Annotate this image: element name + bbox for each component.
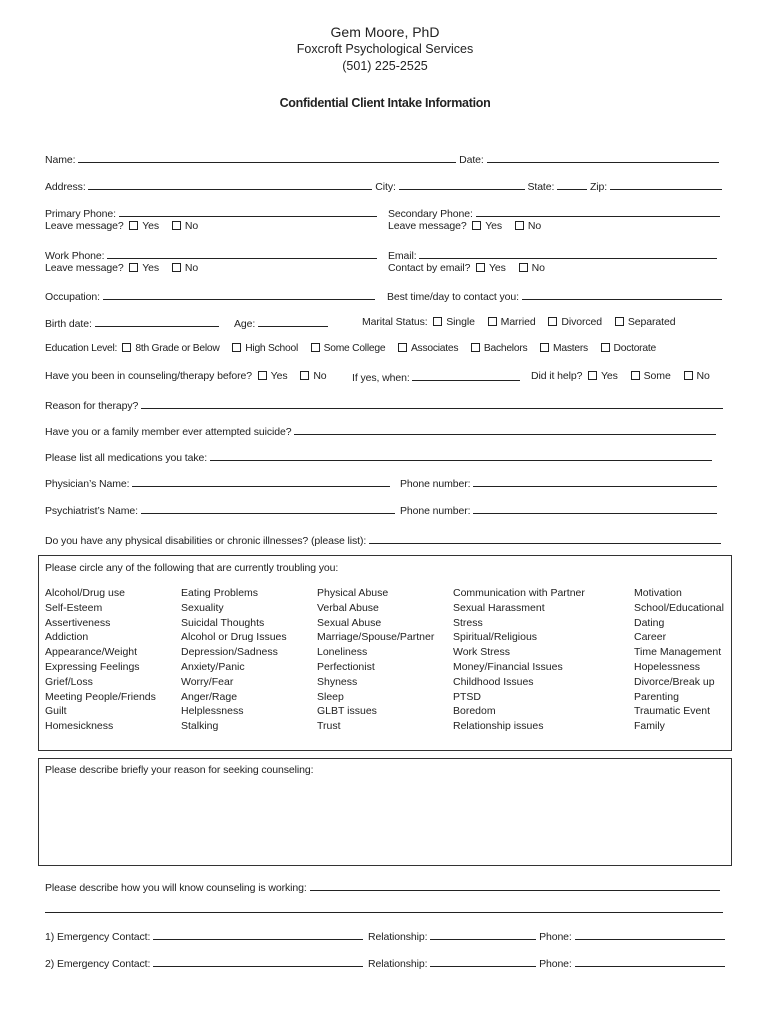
- best-time-field[interactable]: [522, 289, 722, 300]
- email-row: [388, 248, 717, 262]
- counseling-working-extra-line[interactable]: [45, 912, 723, 913]
- concern-item[interactable]: Sexual Harassment: [453, 601, 545, 614]
- emergency-contact-2-row: [45, 956, 363, 970]
- concern-item[interactable]: Anger/Rage: [181, 690, 238, 703]
- secondary-no-option[interactable]: No: [515, 220, 541, 232]
- concern-item[interactable]: Homesickness: [45, 720, 114, 733]
- state-label: State:: [527, 181, 555, 193]
- concern-item[interactable]: Dating: [634, 616, 665, 629]
- concern-item[interactable]: Sleep: [317, 690, 344, 703]
- marital-status-row: [362, 316, 685, 328]
- concerns-box: [38, 555, 732, 751]
- if-yes-when-label: If yes, when:: [352, 372, 410, 384]
- disabilities-label: Do you have any physical disabilities or chronic illnesses? (please list):: [45, 535, 367, 547]
- leave-message-label: Leave message?: [388, 220, 467, 232]
- primary-no-option[interactable]: No: [172, 220, 198, 232]
- concern-item[interactable]: Spiritual/Religious: [453, 631, 538, 644]
- concern-item[interactable]: Perfectionist: [317, 660, 375, 673]
- concerns-prompt: Please circle any of the following that are currently troubling you:: [45, 562, 339, 574]
- phone-label: Phone:: [539, 958, 572, 970]
- counseling-working-row: [45, 880, 720, 894]
- work-phone-field[interactable]: [107, 248, 377, 259]
- occupation-field[interactable]: [103, 289, 375, 300]
- psychiatrist-field[interactable]: [141, 503, 395, 514]
- name-label: Name:: [45, 154, 76, 166]
- concern-item[interactable]: Marriage/Spouse/Partner: [317, 631, 435, 644]
- concern-item[interactable]: School/Educational: [634, 601, 724, 614]
- concern-item[interactable]: Verbal Abuse: [317, 601, 379, 614]
- checkbox-icon: [172, 263, 181, 272]
- name-row: [45, 152, 719, 166]
- emergency-relationship-2-field[interactable]: [430, 956, 536, 967]
- marital-married-option[interactable]: Married: [488, 316, 536, 328]
- primary-yes-option[interactable]: Yes: [129, 220, 159, 232]
- concern-item[interactable]: Guilt: [45, 705, 67, 718]
- concern-item[interactable]: Shyness: [317, 675, 358, 688]
- counseling-no-option[interactable]: No: [300, 370, 326, 382]
- disabilities-row: [45, 533, 721, 547]
- birth-date-label: Birth date:: [45, 318, 92, 330]
- emergency-relationship-1-row: [368, 929, 725, 943]
- marital-separated-option[interactable]: Separated: [615, 316, 676, 328]
- marital-divorced-option[interactable]: Divorced: [548, 316, 602, 328]
- help-no-option[interactable]: No: [684, 370, 710, 382]
- birth-date-row: [45, 316, 219, 330]
- disabilities-field[interactable]: [369, 533, 721, 544]
- concerns-column-4: [453, 586, 585, 734]
- checkbox-icon: [122, 343, 131, 352]
- contact-email-row: [388, 262, 555, 274]
- concern-item[interactable]: Work Stress: [453, 646, 510, 659]
- address-label: Address:: [45, 181, 86, 193]
- concern-item[interactable]: Time Management: [634, 646, 722, 659]
- emergency-relationship-2-row: [368, 956, 725, 970]
- checkbox-icon: [172, 221, 181, 230]
- concern-item[interactable]: Money/Financial Issues: [453, 660, 563, 673]
- reason-therapy-row: [45, 398, 723, 412]
- checkbox-icon: [548, 317, 557, 326]
- concern-item[interactable]: Eating Problems: [181, 587, 259, 599]
- psychiatrist-phone-row: [400, 503, 717, 517]
- concern-item[interactable]: Helplessness: [181, 705, 244, 718]
- did-it-help-label: Did it help?: [531, 370, 583, 382]
- best-time-row: [387, 289, 722, 303]
- address-row: [45, 179, 722, 193]
- medications-row: [45, 450, 712, 464]
- counseling-before-label: Have you been in counseling/therapy before?: [45, 370, 253, 382]
- primary-phone-label: Primary Phone:: [45, 208, 116, 220]
- concerns-column-5: [634, 586, 724, 734]
- concern-item[interactable]: Depression/Sadness: [181, 646, 278, 659]
- secondary-phone-field[interactable]: [476, 206, 720, 217]
- concern-item[interactable]: Traumatic Event: [634, 705, 711, 718]
- checkbox-icon: [588, 371, 597, 380]
- city-label: City:: [375, 181, 396, 193]
- emergency-contact-label: 2) Emergency Contact:: [45, 958, 151, 970]
- work-phone-row: [45, 248, 377, 262]
- concern-item[interactable]: Physical Abuse: [317, 587, 389, 599]
- contact-by-email-label: Contact by email?: [388, 262, 471, 274]
- concern-item[interactable]: Motivation: [634, 587, 682, 599]
- concern-item[interactable]: Meeting People/Friends: [45, 690, 156, 703]
- zip-label: Zip:: [589, 181, 608, 193]
- phone-number-label: Phone number:: [400, 478, 471, 490]
- education-bachelors-option[interactable]: Bachelors: [471, 343, 528, 354]
- physician-phone-field[interactable]: [473, 476, 717, 487]
- practice-name: Foxcroft Psychological Services: [296, 42, 474, 56]
- primary-leave-message-row: [45, 220, 208, 232]
- checkbox-icon: [519, 263, 528, 272]
- education-label: Education Level:: [45, 343, 118, 354]
- marital-single-option[interactable]: Single: [433, 316, 475, 328]
- physician-row: [45, 476, 390, 490]
- checkbox-icon: [129, 263, 138, 272]
- work-phone-label: Work Phone:: [45, 250, 105, 262]
- suicide-label: Have you or a family member ever attempted suicide?: [45, 426, 292, 438]
- counseling-working-label: Please describe how you will know counseling is working:: [45, 882, 307, 894]
- practitioner-name: Gem Moore, PhD: [330, 24, 440, 40]
- age-row: [234, 316, 328, 330]
- reason-description-box[interactable]: [38, 758, 732, 866]
- work-no-option[interactable]: No: [172, 262, 198, 274]
- age-label: Age:: [234, 318, 256, 330]
- education-some-college-option[interactable]: Some College: [311, 343, 386, 354]
- address-field[interactable]: [88, 179, 372, 190]
- email-label: Email:: [388, 250, 417, 262]
- email-no-option[interactable]: No: [519, 262, 545, 274]
- checkbox-icon: [433, 317, 442, 326]
- psychiatrist-label: Psychiatrist’s Name:: [45, 505, 138, 517]
- checkbox-icon: [472, 221, 481, 230]
- education-doctorate-option[interactable]: Doctorate: [601, 343, 656, 354]
- concern-item[interactable]: Grief/Loss: [45, 675, 93, 688]
- emergency-contact-1-field[interactable]: [153, 929, 363, 940]
- primary-phone-row: [45, 206, 377, 220]
- relationship-label: Relationship:: [368, 931, 428, 943]
- state-field[interactable]: [557, 179, 587, 190]
- concern-item[interactable]: Alcohol or Drug Issues: [181, 631, 287, 644]
- reason-therapy-label: Reason for therapy?: [45, 400, 139, 412]
- email-field[interactable]: [419, 248, 717, 259]
- checkbox-icon: [631, 371, 640, 380]
- concern-item[interactable]: Family: [634, 720, 665, 733]
- suicide-row: [45, 424, 716, 438]
- concern-item[interactable]: PTSD: [453, 690, 482, 703]
- emergency-relationship-1-field[interactable]: [430, 929, 536, 940]
- occupation-row: [45, 289, 375, 303]
- education-row: [45, 343, 656, 354]
- checkbox-icon: [398, 343, 407, 352]
- reason-therapy-field[interactable]: [141, 398, 723, 409]
- concern-item[interactable]: Self-Esteem: [45, 601, 103, 614]
- best-time-label: Best time/day to contact you:: [387, 291, 519, 303]
- secondary-phone-row: [388, 206, 720, 220]
- physician-label: Physician’s Name:: [45, 478, 130, 490]
- work-yes-option[interactable]: Yes: [129, 262, 159, 274]
- secondary-yes-option[interactable]: Yes: [472, 220, 502, 232]
- concern-item[interactable]: Stalking: [181, 720, 219, 733]
- email-yes-option[interactable]: Yes: [476, 262, 506, 274]
- concern-item[interactable]: Stress: [453, 616, 483, 629]
- birth-date-field[interactable]: [95, 316, 219, 327]
- checkbox-icon: [471, 343, 480, 352]
- checkbox-icon: [515, 221, 524, 230]
- concern-item[interactable]: Alcohol/Drug use: [45, 587, 125, 599]
- emergency-contact-2-field[interactable]: [153, 956, 363, 967]
- checkbox-icon: [300, 371, 309, 380]
- education-high-school-option[interactable]: High School: [232, 343, 298, 354]
- concern-item[interactable]: Appearance/Weight: [45, 646, 138, 659]
- emergency-contact-label: 1) Emergency Contact:: [45, 931, 151, 943]
- concern-item[interactable]: Childhood Issues: [453, 675, 534, 688]
- physician-phone-row: [400, 476, 717, 490]
- phone-number-label: Phone number:: [400, 505, 471, 517]
- concern-item[interactable]: Career: [634, 631, 667, 644]
- concerns-column-3: [317, 586, 434, 734]
- leave-message-label: Leave message?: [45, 262, 124, 274]
- checkbox-icon: [311, 343, 320, 352]
- help-yes-option[interactable]: Yes: [588, 370, 618, 382]
- checkbox-icon: [129, 221, 138, 230]
- work-leave-message-row: [45, 262, 208, 274]
- did-it-help-row: [531, 370, 710, 382]
- concern-item[interactable]: Relationship issues: [453, 720, 544, 733]
- concern-item[interactable]: Expressing Feelings: [45, 660, 140, 673]
- concern-item[interactable]: Trust: [317, 720, 341, 733]
- education-8th-grade-option[interactable]: 8th Grade or Below: [122, 343, 219, 354]
- concern-item[interactable]: Communication with Partner: [453, 587, 585, 599]
- concern-item[interactable]: Addiction: [45, 631, 89, 644]
- concern-item[interactable]: Sexual Abuse: [317, 616, 382, 629]
- counseling-before-row: [45, 370, 337, 382]
- age-field[interactable]: [258, 316, 328, 327]
- checkbox-icon: [540, 343, 549, 352]
- concern-item[interactable]: Assertiveness: [45, 616, 111, 629]
- education-associates-option[interactable]: Associates: [398, 343, 458, 354]
- city-field[interactable]: [399, 179, 525, 190]
- if-yes-when-field[interactable]: [412, 370, 520, 381]
- concern-item[interactable]: GLBT issues: [317, 705, 377, 718]
- checkbox-icon: [615, 317, 624, 326]
- if-yes-when-row: [352, 370, 520, 384]
- counseling-yes-option[interactable]: Yes: [258, 370, 288, 382]
- concern-item[interactable]: Worry/Fear: [181, 675, 234, 688]
- concern-item[interactable]: Sexuality: [181, 601, 224, 614]
- emergency-phone-2-field[interactable]: [575, 956, 725, 967]
- leave-message-label: Leave message?: [45, 220, 124, 232]
- date-field[interactable]: [487, 152, 719, 163]
- checkbox-icon: [601, 343, 610, 352]
- marital-status-label: Marital Status:: [362, 316, 428, 328]
- medications-label: Please list all medications you take:: [45, 452, 208, 464]
- concern-item[interactable]: Anxiety/Panic: [181, 660, 245, 673]
- checkbox-icon: [488, 317, 497, 326]
- date-label: Date:: [459, 154, 484, 166]
- concern-item[interactable]: Parenting: [634, 690, 679, 703]
- concern-item[interactable]: Hopelessness: [634, 660, 700, 673]
- physician-field[interactable]: [132, 476, 390, 487]
- emergency-phone-1-field[interactable]: [575, 929, 725, 940]
- concern-item[interactable]: Boredom: [453, 705, 496, 718]
- help-some-option[interactable]: Some: [631, 370, 671, 382]
- secondary-phone-label: Secondary Phone:: [388, 208, 473, 220]
- checkbox-icon: [258, 371, 267, 380]
- checkbox-icon: [684, 371, 693, 380]
- secondary-leave-message-row: [388, 220, 551, 232]
- suicide-field[interactable]: [294, 424, 716, 435]
- medications-field[interactable]: [210, 450, 712, 461]
- practice-phone: (501) 225-2525: [342, 59, 428, 73]
- name-field[interactable]: [78, 152, 456, 163]
- emergency-contact-1-row: [45, 929, 363, 943]
- concerns-column-2: [181, 586, 287, 734]
- psychiatrist-row: [45, 503, 395, 517]
- concern-item[interactable]: Suicidal Thoughts: [181, 616, 265, 629]
- zip-field[interactable]: [610, 179, 722, 190]
- primary-phone-field[interactable]: [119, 206, 377, 217]
- concerns-column-1: [45, 586, 156, 734]
- checkbox-icon: [476, 263, 485, 272]
- relationship-label: Relationship:: [368, 958, 428, 970]
- phone-label: Phone:: [539, 931, 572, 943]
- checkbox-icon: [232, 343, 241, 352]
- education-masters-option[interactable]: Masters: [540, 343, 588, 354]
- psychiatrist-phone-field[interactable]: [473, 503, 717, 514]
- counseling-working-field[interactable]: [310, 880, 720, 891]
- occupation-label: Occupation:: [45, 291, 100, 303]
- concern-item[interactable]: Loneliness: [317, 646, 368, 659]
- reason-description-label: Please describe briefly your reason for seeking counseling:: [45, 764, 314, 776]
- form-title: Confidential Client Intake Information: [279, 96, 491, 110]
- concern-item[interactable]: Divorce/Break up: [634, 675, 715, 688]
